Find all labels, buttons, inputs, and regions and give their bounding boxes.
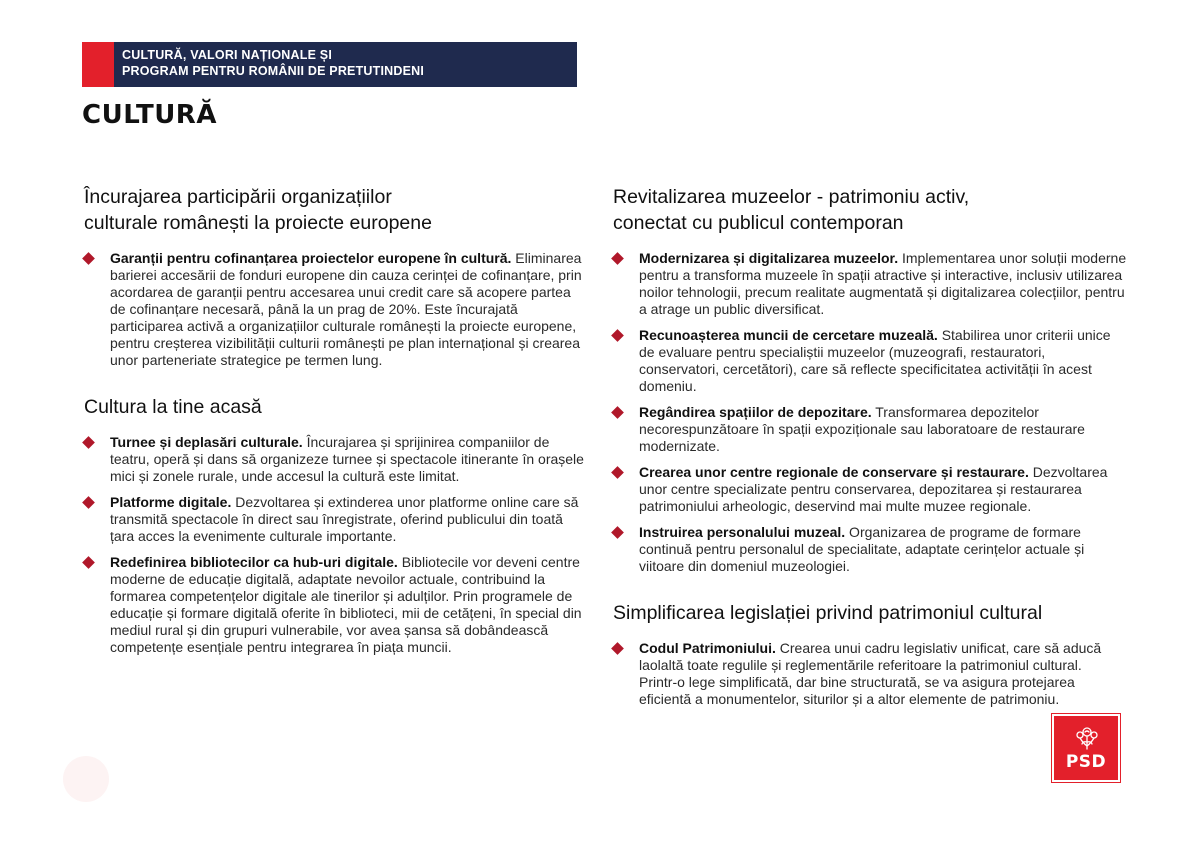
diamond-bullet-icon	[611, 466, 624, 479]
list-item	[613, 640, 1128, 708]
section-title-line-1: Încurajarea participării organizațiilor	[84, 186, 392, 208]
list-item	[613, 250, 1128, 318]
item-heading: Redefinirea bibliotecilor ca hub-uri digitale.	[110, 554, 398, 570]
banner-line-2: PROGRAM PENTRU ROMÂNII DE PRETUTINDENI	[122, 64, 425, 78]
item-heading: Regândirea spațiilor de depozitare.	[639, 404, 872, 420]
heritage-law-list	[613, 640, 1128, 708]
banner-accent-bar	[82, 42, 114, 87]
item-heading: Platforme digitale.	[110, 494, 232, 510]
section-title-museums	[613, 184, 1128, 236]
item-body: Implementarea unor soluții moderne pentru a transforma muzeele în spații atractive și interactive, inclusiv utilizarea noilor tehnologii, precum realitate augmentată și digitalizarea colecțiilor, pentru a atrage un public diversificat.	[639, 250, 1127, 317]
item-heading: Turnee și deplasări culturale.	[110, 434, 303, 450]
rose-icon	[1073, 725, 1101, 751]
item-body: Încurajarea și sprijinirea companiilor de teatru, operă și dans să organizeze turnee și spectacole itinerante în orașele mici și zonele rurale, unde accesul la cultură este limitat.	[110, 434, 584, 484]
item-body: Stabilirea unor criterii unice de evaluare pentru specialiștii muzeelor (muzeografi, restauratori, conservatori, cercetători), care să reflecte specificitatea activității în acest domeniu.	[639, 327, 1111, 394]
item-body: Organizarea de programe de formare continuă pentru personalul de specialitate, adaptate cerințelor actuale și viitoare din domeniul muzeologiei.	[639, 524, 1085, 574]
item-heading: Recunoașterea muncii de cercetare muzeală.	[639, 327, 938, 343]
item-body: Bibliotecile vor deveni centre moderne de educație digitală, adaptate nevoilor actuale, contribuind la formarea competențelor digitale ale tinerilor și adulților. Prin programele de educație și formare digitală oferite în biblioteci, mii de cetățeni, în special din mediul rural și din grupuri vulnerabile, vor avea șansa să dobândească competențe esențiale pentru integrarea în piața muncii.	[110, 554, 582, 655]
diamond-bullet-icon	[82, 556, 95, 569]
item-heading: Codul Patrimoniului.	[639, 640, 776, 656]
item-body: Dezvoltarea unor centre specializate pentru conservarea, depozitarea și restaurarea patrimoniului arheologic, deservind mai multe muzee regionale.	[639, 464, 1108, 514]
item-body: Transformarea depozitelor necorespunzătoare în spații expoziționale sau laboratoare de restaurare modernizate.	[639, 404, 1085, 454]
culture-at-home-list	[84, 434, 589, 656]
decorative-circle	[63, 756, 109, 802]
diamond-bullet-icon	[611, 329, 624, 342]
diamond-bullet-icon	[611, 252, 624, 265]
diamond-bullet-icon	[611, 642, 624, 655]
left-column	[84, 184, 589, 665]
section-title-line-1: Revitalizarea muzeelor - patrimoniu activ,	[613, 186, 970, 208]
banner-text-box	[114, 42, 577, 87]
item-body: Dezvoltarea și extinderea unor platforme online care să transmită spectacole în direct sau înregistrate, oferind publicului din toată țara acces la evenimente culturale importante.	[110, 494, 579, 544]
item-body: Eliminarea barierei accesării de fonduri europene din cauza cerinței de cofinanțare, prin acordarea de garanții pentru accesarea unui credit care să acopere partea de cofinanțare necesară, până la un prag de 20%. Este încurajată participarea activă a organizațiilor culturale românești la proiecte europene, pentru creșterea vizibilității culturii românești pe plan internațional și crearea unor parteneriate strategice pe termen lung.	[110, 250, 582, 368]
museums-list	[613, 250, 1128, 575]
list-item	[613, 327, 1128, 395]
item-heading: Crearea unor centre regionale de conservare și restaurare.	[639, 464, 1029, 480]
section-title-heritage-law: Simplificarea legislației privind patrimoniul cultural	[613, 602, 1043, 624]
section-title-culture-at-home: Cultura la tine acasă	[84, 396, 262, 418]
psd-logo	[1052, 714, 1120, 782]
list-item	[84, 434, 589, 485]
section-title-line-2: culturale românești la proiecte europene	[84, 212, 432, 234]
list-item	[613, 404, 1128, 455]
list-item	[84, 250, 589, 369]
diamond-bullet-icon	[611, 406, 624, 419]
diamond-bullet-icon	[611, 526, 624, 539]
section-title-line-2: conectat cu publicul contemporan	[613, 212, 904, 234]
diamond-bullet-icon	[82, 252, 95, 265]
item-heading: Garanții pentru cofinanțarea proiectelor europene în cultură.	[110, 250, 512, 266]
list-item	[84, 494, 589, 545]
section-banner	[82, 42, 577, 87]
list-item	[613, 524, 1128, 575]
item-heading: Instruirea personalului muzeal.	[639, 524, 846, 540]
section-title-european-projects	[84, 184, 589, 236]
logo-text: PSD	[1065, 752, 1107, 772]
item-heading: Modernizarea și digitalizarea muzeelor.	[639, 250, 899, 266]
list-item	[613, 464, 1128, 515]
banner-line-1: CULTURĂ, VALORI NAȚIONALE ȘI	[122, 48, 332, 62]
right-column	[613, 184, 1128, 717]
list-item	[84, 554, 589, 656]
diamond-bullet-icon	[82, 496, 95, 509]
european-projects-list	[84, 250, 589, 369]
diamond-bullet-icon	[82, 436, 95, 449]
page-title: CULTURĂ	[82, 100, 217, 130]
item-body: Crearea unui cadru legislativ unificat, care să aducă laolaltă toate regulile și reglementările referitoare la patrimoniul cultural. Printr-o lege simplificată, dar bine structurată, se va asigura protejarea eficientă a monumentelor, siturilor și a altor elemente de patrimoniu.	[639, 640, 1102, 707]
